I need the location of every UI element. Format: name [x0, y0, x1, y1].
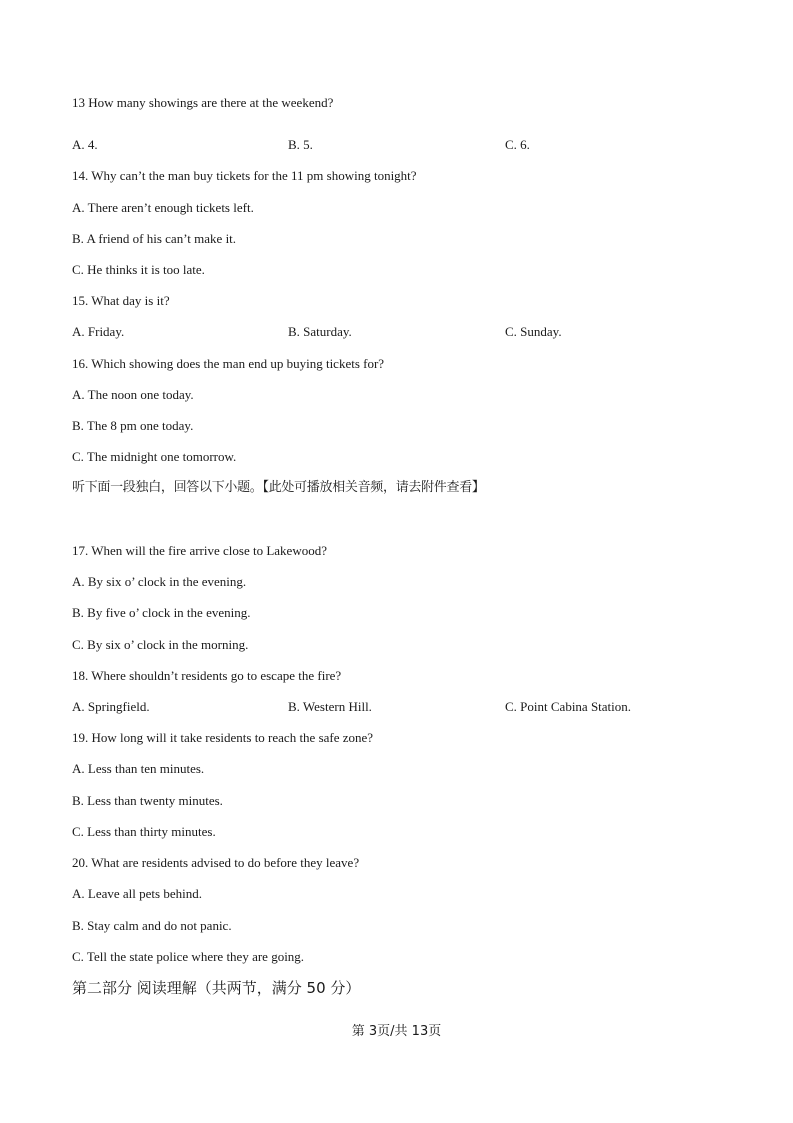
question-13: 13 How many showings are there at the weekend?	[72, 95, 334, 110]
q15-option-a: A. Friday.	[72, 324, 125, 339]
question-20: 20. What are residents advised to do before they leave?	[72, 855, 360, 870]
q14-option-a: A. There aren’t enough tickets left.	[72, 200, 254, 215]
question-15: 15. What day is it?	[72, 293, 170, 308]
question-19: 19. How long will it take residents to reach the safe zone?	[72, 730, 374, 745]
q19-option-a: A. Less than ten minutes.	[72, 761, 205, 776]
question-14: 14. Why can’t the man buy tickets for the 11 pm showing tonight?	[72, 168, 417, 183]
q19-option-b: B. Less than twenty minutes.	[72, 793, 223, 808]
q17-option-c: C. By six o’ clock in the morning.	[72, 637, 249, 652]
q16-option-c: C. The midnight one tomorrow.	[72, 449, 237, 464]
q13-option-c: C. 6.	[505, 137, 530, 152]
q15-option-b: B. Saturday.	[288, 324, 352, 339]
q13-option-b: B. 5.	[288, 137, 313, 152]
q15-option-c: C. Sunday.	[505, 324, 562, 339]
q18-option-a: A. Springfield.	[72, 699, 150, 714]
q18-option-c: C. Point Cabina Station.	[505, 699, 632, 714]
question-16: 16. Which showing does the man end up buying tickets for?	[72, 356, 385, 371]
monologue-instruction: 听下面一段独白，回答以下小题。【此处可播放相关音频，请去附件查看】	[72, 480, 485, 495]
q19-option-c: C. Less than thirty minutes.	[72, 824, 216, 839]
q16-option-b: B. The 8 pm one today.	[72, 418, 194, 433]
q13-option-a: A. 4.	[72, 137, 98, 152]
q20-option-a: A. Leave all pets behind.	[72, 886, 202, 901]
q14-option-b: B. A friend of his can’t make it.	[72, 231, 237, 246]
q16-option-a: A. The noon one today.	[72, 387, 194, 402]
q14-option-c: C. He thinks it is too late.	[72, 262, 205, 277]
question-17: 17. When will the fire arrive close to Lakewood?	[72, 543, 327, 558]
q20-option-c: C. Tell the state police where they are going.	[72, 949, 305, 964]
q17-option-b: B. By five o’ clock in the evening.	[72, 605, 251, 620]
q20-option-b: B. Stay calm and do not panic.	[72, 918, 232, 933]
q18-option-b: B. Western Hill.	[288, 699, 372, 714]
page-number: 第 3页/共 13页	[351, 1024, 442, 1039]
part-two-heading: 第二部分 阅读理解（共两节，满分 50 分）	[72, 979, 361, 997]
q17-option-a: A. By six o’ clock in the evening.	[72, 574, 247, 589]
question-18: 18. Where shouldn’t residents go to escape the fire?	[72, 668, 342, 683]
